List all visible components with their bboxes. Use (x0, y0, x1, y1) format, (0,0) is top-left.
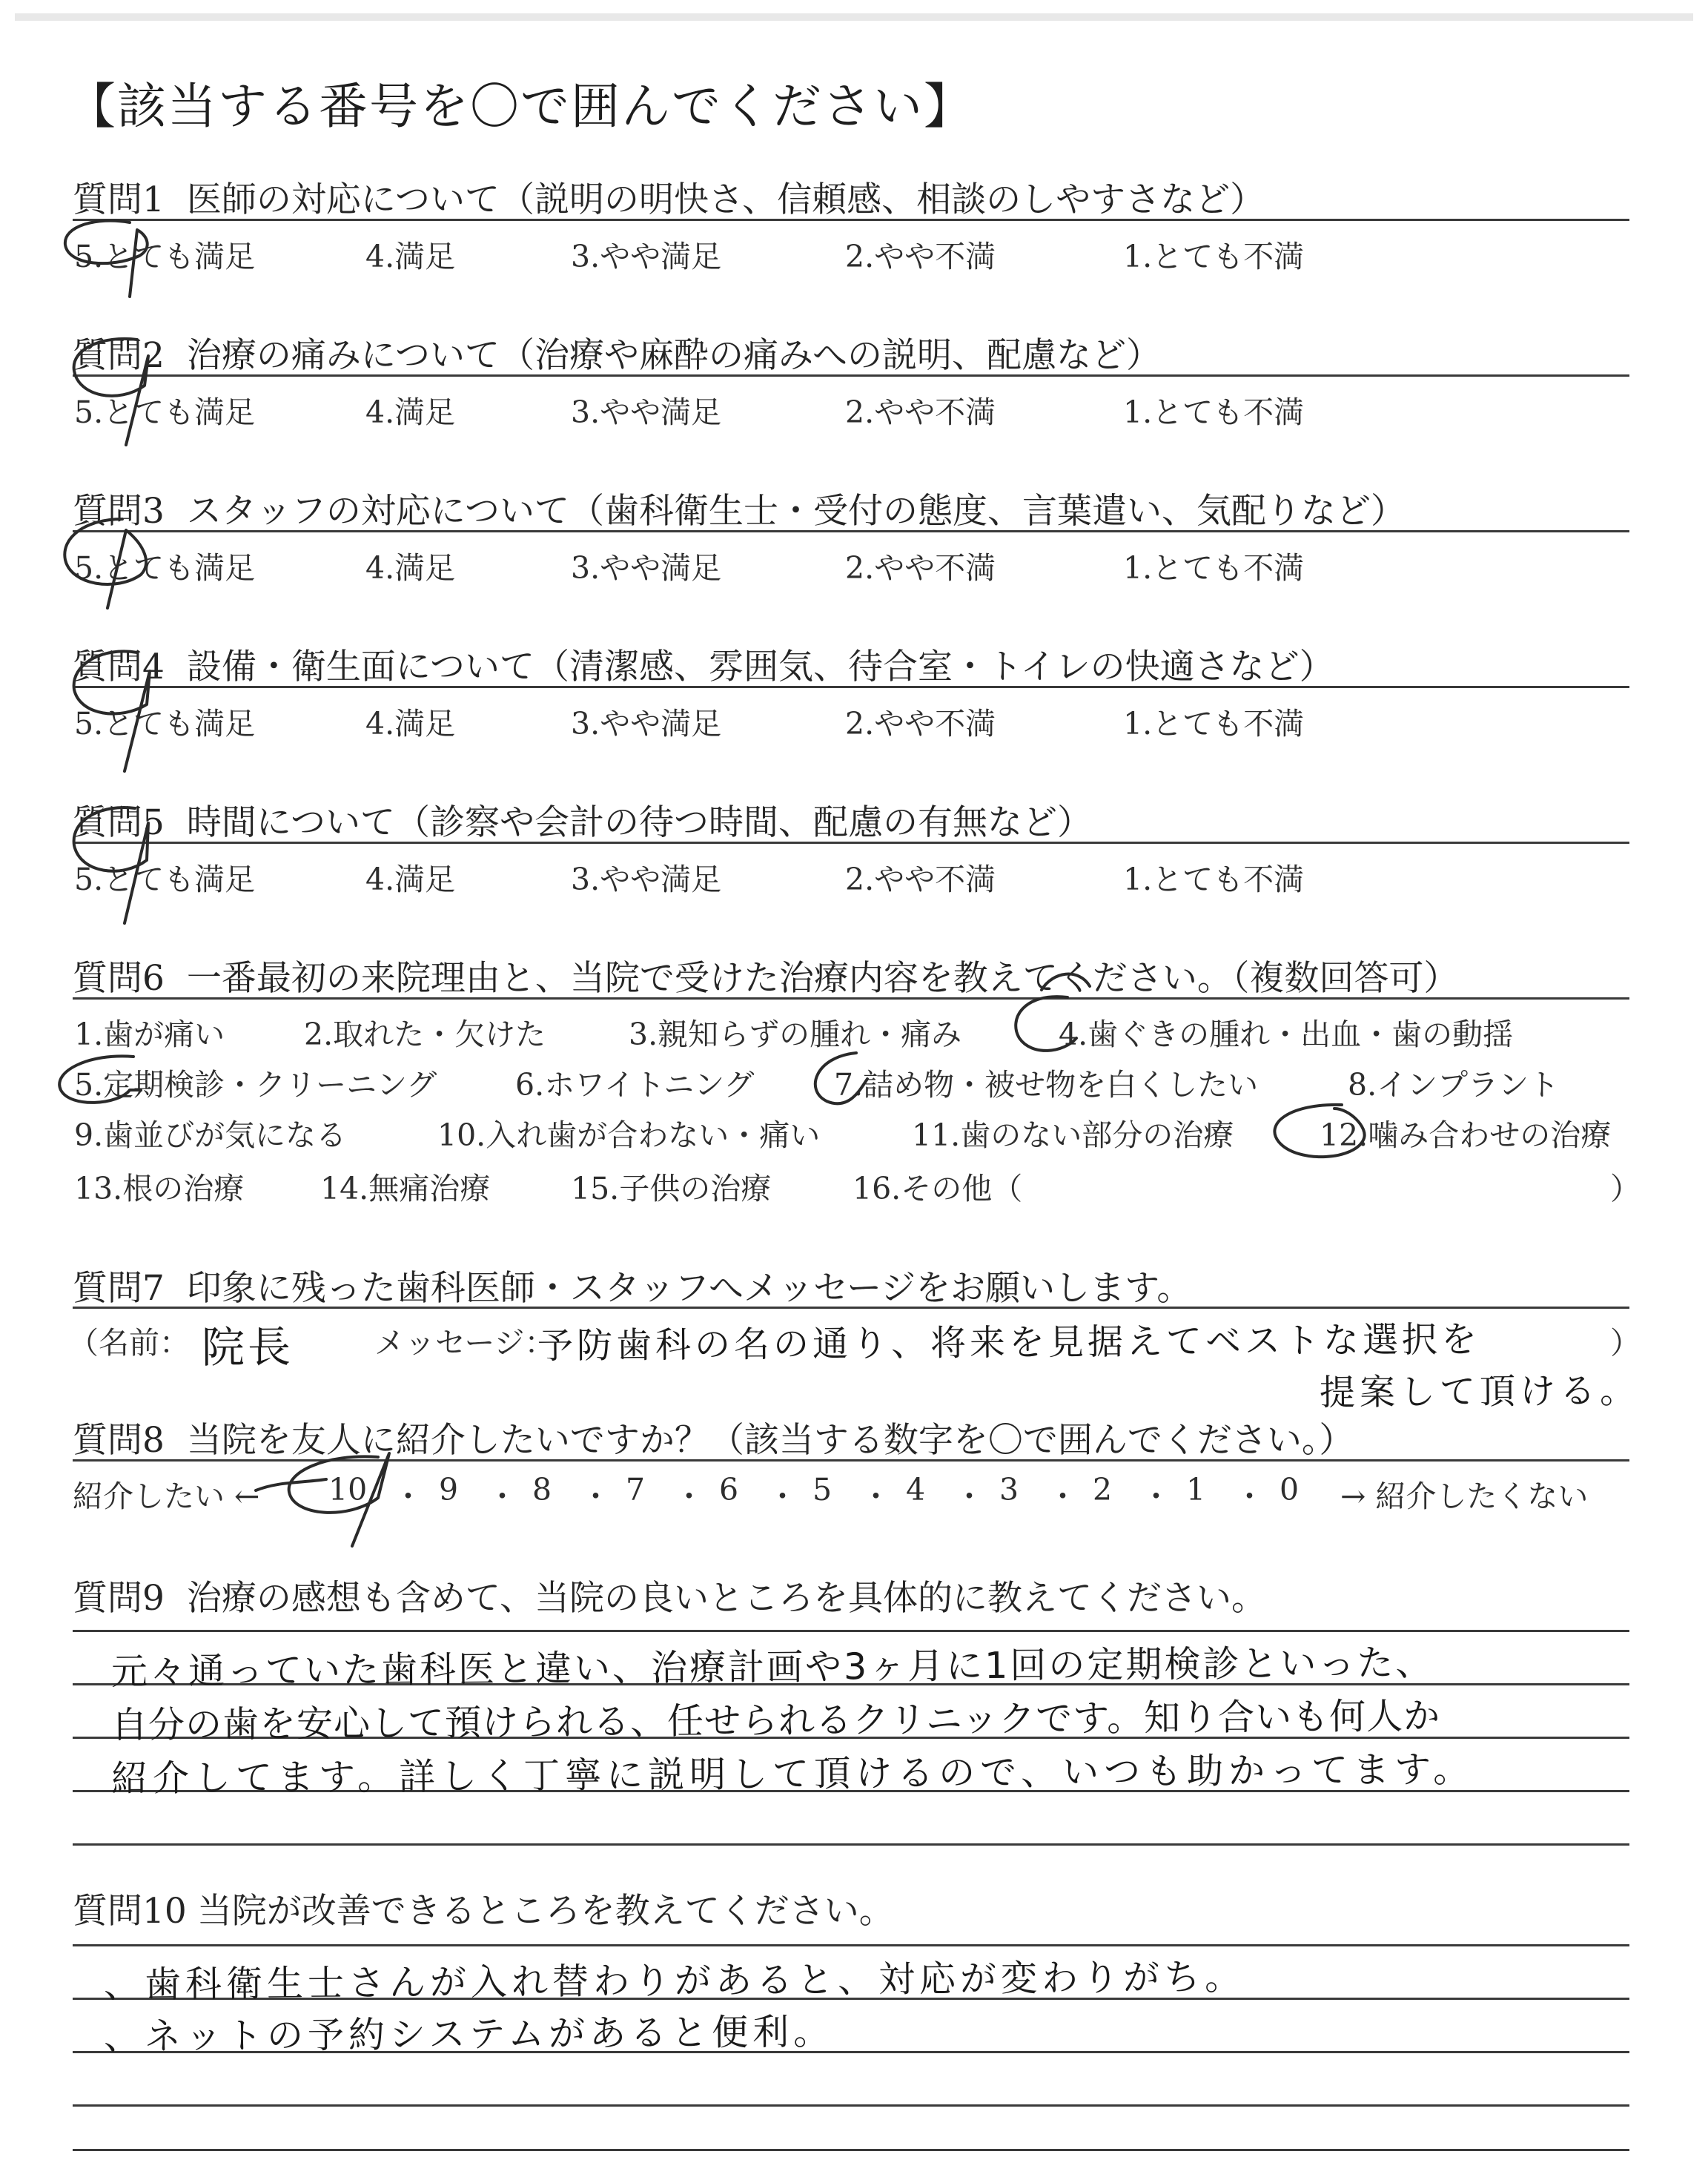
message-line-1[interactable]: 予防歯科の名の通り、将来を見据えてベストな選択を (537, 1318, 1481, 1367)
q2-option-2[interactable]: 2.やや不満 (845, 394, 996, 430)
q6-option-14[interactable]: 14.無痛治療 (320, 1171, 491, 1206)
answer-line (73, 1630, 1629, 1632)
scale-dot: ・ (1047, 1479, 1078, 1514)
rule-line (73, 997, 1629, 1000)
question-4 (73, 639, 1334, 689)
question-number: 質問10 (73, 1891, 187, 1932)
rule-line (73, 530, 1629, 532)
q10-answer-line-2[interactable]: 、ネットの予約システムがあると便利。 (103, 2010, 835, 2058)
recommend-right-label: → 紹介したくない (1340, 1479, 1589, 1514)
question-9 (73, 1571, 1266, 1620)
question-1 (73, 172, 1265, 222)
q4-option-2[interactable]: 2.やや不満 (845, 706, 996, 742)
q6-option-7[interactable]: 7.詰め物・被せ物を白くしたい (834, 1067, 1259, 1103)
question-text: 当院が改善できるところを教えてください。 (196, 1891, 894, 1932)
q3-option-5[interactable]: 5.とても満足 (74, 550, 256, 586)
scan-edge (15, 13, 1693, 21)
q8-arrow-cross (256, 1479, 326, 1490)
q6-option-6[interactable]: 6.ホワイトニング (515, 1067, 755, 1103)
question-number: 質問6 (73, 958, 165, 999)
message-close: ） (1610, 1325, 1641, 1361)
scale-0[interactable]: 0 (1280, 1472, 1300, 1507)
question-5 (73, 795, 1092, 845)
q6-option-11[interactable]: 11.歯のない部分の治療 (912, 1117, 1234, 1153)
q2-option-4[interactable]: 4.満足 (365, 394, 456, 430)
q6-option-10[interactable]: 10.入れ歯が合わない・痛い (437, 1117, 821, 1153)
q4-option-5[interactable]: 5.とても満足 (74, 706, 256, 742)
q1-option-3[interactable]: 3.やや満足 (571, 239, 722, 274)
question-2 (73, 328, 1161, 377)
q5-option-3[interactable]: 3.やや満足 (571, 862, 722, 897)
question-text: 時間について（診察や会計の待つ時間、配慮の有無など） (186, 802, 1092, 843)
rule-line (73, 374, 1629, 377)
q3-option-1[interactable]: 1.とても不満 (1123, 550, 1305, 586)
scale-dot: ・ (1234, 1479, 1265, 1514)
rule-line (73, 842, 1629, 844)
question-text: スタッフの対応について（歯科衛生士・受付の態度、言葉遣い、気配りなど） (186, 491, 1406, 532)
scale-6[interactable]: 6 (719, 1472, 739, 1507)
question-number: 質問5 (73, 802, 165, 843)
scale-dot: ・ (580, 1479, 611, 1514)
question-text: 印象に残った歯科医師・スタッフへメッセージをお願いします。 (186, 1268, 1192, 1309)
q5-option-5[interactable]: 5.とても満足 (74, 862, 256, 897)
scale-dot: ・ (861, 1479, 891, 1514)
question-number: 質問8 (73, 1420, 165, 1461)
question-text: 治療の痛みについて（治療や麻酔の痛みへの説明、配慮など） (186, 335, 1162, 376)
q6-option-2[interactable]: 2.取れた・欠けた (304, 1017, 546, 1052)
question-10 (73, 1883, 894, 1933)
question-number: 質問1 (73, 179, 165, 220)
q1-option-4[interactable]: 4.満足 (365, 239, 456, 274)
scale-dot: ・ (674, 1479, 704, 1514)
question-8 (73, 1413, 1354, 1462)
q6-option-4[interactable]: 4.歯ぐきの腫れ・出血・歯の動揺 (1059, 1017, 1514, 1052)
scale-1[interactable]: 1 (1186, 1472, 1206, 1507)
name-value[interactable]: 院長 (201, 1321, 294, 1373)
recommend-left-label: 紹介したい ← (73, 1479, 260, 1514)
q9-answer-line-3[interactable]: 紹介してます。詳しく丁寧に説明して頂けるので、いつも助かってます。 (110, 1748, 1475, 1800)
q6-option-8[interactable]: 8.インプラント (1348, 1067, 1560, 1103)
question-text: 一番最初の来院理由と、当院で受けた治療内容を教えてください。（複数回答可） (186, 958, 1459, 999)
rule-line (73, 219, 1629, 221)
scale-5[interactable]: 5 (812, 1472, 833, 1507)
scale-10[interactable]: 10 (328, 1472, 368, 1507)
scale-7[interactable]: 7 (626, 1472, 646, 1507)
question-7 (73, 1261, 1191, 1310)
question-6 (73, 951, 1458, 1000)
form-title: 【該当する番号を〇で囲んでください】 (67, 78, 974, 135)
q4-option-4[interactable]: 4.満足 (365, 706, 456, 742)
scale-9[interactable]: 9 (439, 1472, 459, 1507)
q6-option-16[interactable]: 16.その他（ (853, 1171, 1023, 1206)
answer-line (73, 2104, 1629, 2107)
scale-dot: ・ (1141, 1479, 1171, 1514)
question-text: 当院を友人に紹介したいですか？（該当する数字を〇で囲んでください。） (186, 1420, 1354, 1461)
message-line-2[interactable]: 提案して頂ける。 (1319, 1370, 1641, 1414)
q3-option-3[interactable]: 3.やや満足 (571, 550, 722, 586)
rule-line (73, 1459, 1629, 1462)
q4-option-3[interactable]: 3.やや満足 (571, 706, 722, 742)
q9-answer-line-2[interactable]: 自分の歯を安心して預けられる、任せられるクリニックです。知り合いも何人か (110, 1694, 1441, 1747)
q2-option-3[interactable]: 3.やや満足 (571, 394, 722, 430)
rule-line (73, 1307, 1629, 1309)
q3-option-4[interactable]: 4.満足 (365, 550, 456, 586)
rule-line (73, 686, 1629, 688)
q5-option-1[interactable]: 1.とても不満 (1123, 862, 1305, 897)
q1-option-5[interactable]: 5.とても満足 (74, 239, 256, 274)
q3-option-2[interactable]: 2.やや不満 (845, 550, 996, 586)
scale-4[interactable]: 4 (906, 1472, 926, 1507)
q6-option-15[interactable]: 15.子供の治療 (571, 1171, 772, 1206)
q6-option-9[interactable]: 9.歯並びが気になる (74, 1117, 347, 1153)
question-number: 質問4 (73, 647, 165, 687)
q2-option-5[interactable]: 5.とても満足 (74, 394, 256, 430)
scale-dot: ・ (393, 1479, 423, 1514)
question-text: 医師の対応について（説明の明快さ、信頼感、相談のしやすさなど） (186, 179, 1265, 220)
question-number: 質問3 (73, 491, 165, 532)
q10-answer-line-1[interactable]: 、歯科衛生士さんが入れ替わりがあると、対応が変わりがち。 (103, 1955, 1246, 2007)
answer-line (73, 1944, 1629, 1946)
name-label: （名前： (68, 1325, 190, 1361)
answer-line (73, 2149, 1629, 2151)
q5-option-4[interactable]: 4.満足 (365, 862, 456, 897)
q6-option-12[interactable]: 12.噛み合わせの治療 (1320, 1117, 1612, 1153)
scale-8[interactable]: 8 (532, 1472, 552, 1507)
q9-answer-line-1[interactable]: 元々通っていた歯科医と違い、治療計画や3ヶ月に1回の定期検診といった、 (110, 1641, 1434, 1694)
q4-option-1[interactable]: 1.とても不満 (1123, 706, 1305, 742)
message-label: メッセージ： (374, 1325, 555, 1361)
scale-2[interactable]: 2 (1093, 1472, 1113, 1507)
q6-option-13[interactable]: 13.根の治療 (74, 1171, 245, 1206)
q1-option-1[interactable]: 1.とても不満 (1123, 239, 1305, 274)
q1-option-2[interactable]: 2.やや不満 (845, 239, 996, 274)
answer-line (73, 1843, 1629, 1846)
q5-option-2[interactable]: 2.やや不満 (845, 862, 996, 897)
scale-dot: ・ (954, 1479, 984, 1514)
question-number: 質問7 (73, 1268, 165, 1309)
question-number: 質問9 (73, 1578, 165, 1619)
question-text: 設備・衛生面について（清潔感、雰囲気、待合室・トイレの快適さなど） (186, 647, 1334, 687)
question-3 (73, 483, 1406, 533)
q6-option-1[interactable]: 1.歯が痛い (74, 1017, 225, 1052)
q2-option-1[interactable]: 1.とても不満 (1123, 394, 1305, 430)
question-number: 質問2 (73, 335, 165, 376)
scale-3[interactable]: 3 (999, 1472, 1019, 1507)
question-text: 治療の感想も含めて、当院の良いところを具体的に教えてください。 (186, 1578, 1266, 1619)
q6-option-3[interactable]: 3.親知らずの腫れ・痛み (629, 1017, 962, 1052)
q6-other-close: ） (1610, 1171, 1641, 1206)
scale-dot: ・ (487, 1479, 517, 1514)
q6-option-5[interactable]: 5.定期検診・クリーニング (74, 1067, 437, 1103)
scale-dot: ・ (767, 1479, 798, 1514)
